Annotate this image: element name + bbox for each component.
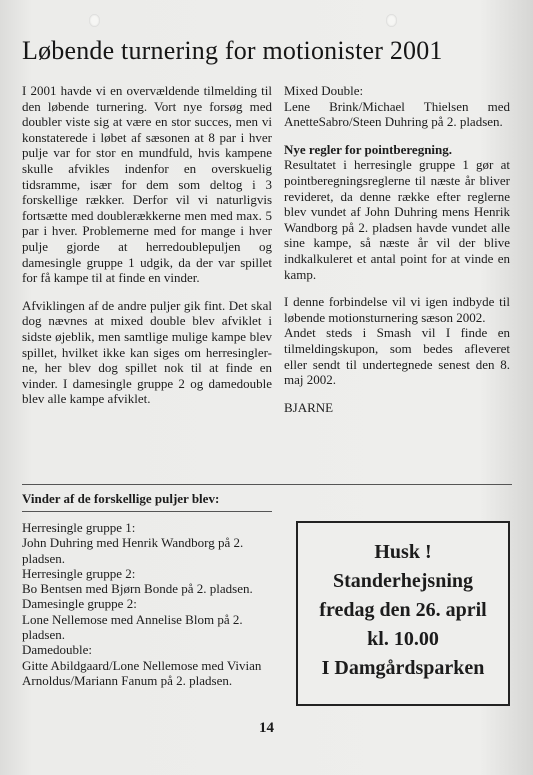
mixed-double-label: Mixed Double: — [284, 83, 364, 98]
winners-list — [22, 520, 272, 688]
notice-line-2: Standerhejsning — [332, 570, 474, 592]
page-title: Løbende turnering for motionister 2001 — [22, 36, 443, 65]
notice-line-3: fredag den 26. april — [319, 599, 487, 621]
winner-entry: Gitte Abildgaard/Lone Nellemose med Vivian Arnoldus/Mariann Fanum på 2. pladsen. — [22, 657, 262, 688]
signature: BJARNE — [284, 399, 334, 415]
winner-entry: Bo Bentsen med Bjørn Bonde på 2. pladsen. — [22, 581, 253, 597]
winner-group-label: Damesingle gruppe 2: — [22, 596, 137, 612]
winner-group-label: Damedouble: — [22, 642, 93, 658]
rules-heading: Nye regler for pointberegning. — [284, 141, 453, 157]
notice-line-4: kl. 10.00 — [367, 628, 439, 650]
punch-hole — [89, 14, 100, 27]
results-paragraph: Afviklingen af de andre puljer gik fint. Det skal dog nævnes at mixed double blev afviklet i sidste øjeblik, men samtlige mulige kampe blev spillet, hvilket ikke kan siges om herresingler-ne, her blev dog spillet nok til at finde en vinder. I damesingle gruppe 2 og damedouble blev alle kampe afviklet. — [22, 297, 272, 407]
punch-hole — [386, 14, 397, 27]
notice-line-1: Husk ! — [374, 541, 432, 563]
winners-heading: Vinder af de forskellige puljer blev: — [22, 491, 220, 506]
right-column — [284, 83, 510, 415]
signup-paragraph: Andet steds i Smash vil I finde en tilmeldingskupon, som bedes afleveret eller sendt til undertegnede senest den 8. maj 2002. — [284, 325, 510, 388]
page-number: 14 — [259, 720, 274, 736]
left-column — [22, 83, 272, 407]
rules-paragraph: Resultatet i herresingle gruppe 1 gør at pointberegningsreglerne til næste år bliver revideret, da denne række efter reglerne blev vundet af John Duhring mens Henrik Wandborg på 2. pladsen havde vundet alle sine kampe, så næste år vil der blive indkalkuleret et antal point for at vinde en kamp. — [284, 157, 510, 282]
invite-paragraph: I denne forbindelse vil vi igen indbyde til løbende motionsturnering sæson 2002. — [284, 294, 510, 325]
winner-group-label: Herresingle gruppe 2: — [22, 565, 136, 581]
notice-box — [296, 521, 510, 706]
winner-entry: Lone Nellemose med Annelise Blom på 2. pladsen. — [22, 611, 243, 643]
section-divider — [22, 484, 512, 485]
winner-entry: John Duhring med Henrik Wandborg på 2. pladsen. — [22, 535, 244, 566]
mixed-double-result: Lene Brink/Michael Thielsen med AnetteSabro/Steen Duhring på 2. pladsen. — [284, 98, 510, 130]
winners-divider — [22, 511, 272, 512]
notice-line-5: I Damgårdsparken — [321, 657, 485, 679]
winner-group-label: Herresingle gruppe 1: — [22, 520, 136, 535]
intro-paragraph: I 2001 havde vi en overvældende tilmelding til den løbende turnering. Vort nye forsøg med doubler viste sig at være en stor succes, men vi konstaterede i løbet af sæsonen at 8 par i hver pulje var for stor en mundfuld, hvis kampene skulle afvikles indenfor en overskuelig tidsramme, især for dem som deltog i 3 forskellige rækker. Derfor vil vi naturligvis fortsætte med doublerækkerne men med max. 5 par i hver. Problemerne med for mange i hver pulje gjorde at herredoublepuljen og damesingle gruppe 1 udgik, da der var spillet for få kampe til at finde en vinder. — [22, 83, 272, 286]
